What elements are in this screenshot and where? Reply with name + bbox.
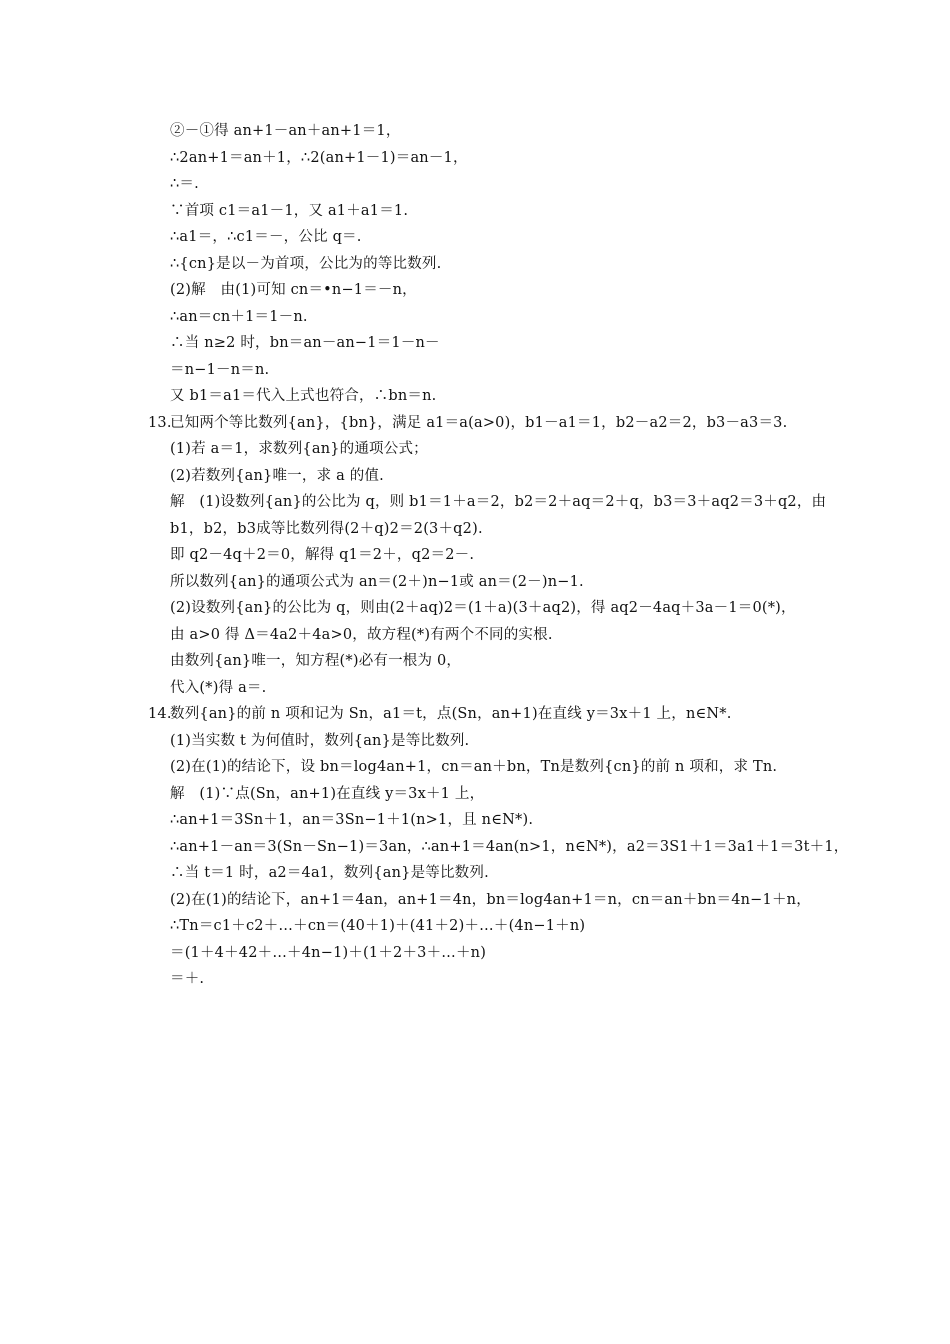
text-line — [148, 569, 828, 596]
text-line — [148, 198, 828, 225]
text-line — [148, 940, 828, 967]
text-line — [148, 622, 828, 649]
text-line — [148, 277, 828, 304]
text-line — [148, 834, 849, 861]
line-text: ∴an+1－an＝3(Sn－Sn−1)＝3an，∴an+1＝4an(n>1，n∈N*)，a2＝3S1＋1＝3a1＋1＝3t＋1， — [170, 838, 849, 855]
text-line — [148, 251, 828, 278]
line-text: (1)当实数 t 为何值时，数列{an}是等比数列. — [170, 732, 470, 749]
line-text: (1)若 a＝1，求数列{an}的通项公式； — [170, 441, 428, 457]
text-line — [148, 145, 828, 172]
text-line — [148, 118, 828, 145]
line-text: 代入(*)得 a＝. — [170, 679, 267, 696]
line-text: b1，b2，b3成等比数列得(2＋q)2＝2(3＋q2). — [170, 520, 483, 537]
text-line — [148, 781, 828, 808]
line-text: ＝(1＋4＋42＋…＋4n−1)＋(1＋2＋3＋…＋n) — [170, 944, 487, 961]
text-line — [148, 516, 828, 543]
text-line — [148, 463, 828, 490]
problem-number: 14. — [148, 706, 172, 722]
line-text: ∵首项 c1＝a1－1，又 a1＋a1＝1. — [170, 202, 409, 219]
line-text: ＝＋. — [170, 971, 205, 987]
line-text: 由数列{an}唯一，知方程(*)必有一根为 0， — [170, 653, 462, 669]
line-text: ②－①得 an+1－an＋an+1＝1， — [170, 123, 401, 139]
line-text: 由 a>0 得 Δ＝4a2＋4a>0，故方程(*)有两个不同的实根. — [170, 626, 553, 643]
line-text: 所以数列{an}的通项公式为 an＝(2＋)n−1或 an＝(2－)n−1. — [170, 573, 584, 590]
line-text: 又 b1＝a1＝代入上式也符合，∴bn＝n. — [170, 388, 437, 404]
line-text: ∴当 n≥2 时，bn＝an－an−1＝1－n－ — [170, 335, 440, 351]
text-line — [148, 966, 828, 993]
line-text: ∴当 t＝1 时，a2＝4a1，数列{an}是等比数列. — [170, 865, 489, 881]
text-line — [148, 489, 828, 516]
text-line — [148, 595, 828, 622]
text-line — [148, 675, 828, 702]
problem-statement — [148, 701, 828, 728]
line-text: ∴an＝cn＋1＝1－n. — [170, 308, 308, 325]
problem-number: 13. — [148, 414, 172, 431]
line-text: (2)设数列{an}的公比为 q，则由(2＋aq)2＝(1＋a)(3＋aq2)，得 aq2－4aq＋3a－1＝0(*)， — [170, 600, 796, 616]
line-text: 数列{an}的前 n 项和记为 Sn，a1＝t，点(Sn，an+1)在直线 y＝3x＋1 上，n∈N*. — [170, 706, 732, 722]
line-text: ∴2an+1＝an＋1，∴2(an+1－1)＝an－1， — [170, 149, 468, 166]
line-text: (2)解 由(1)可知 cn＝•n−1＝－n， — [170, 282, 417, 298]
text-line — [148, 887, 828, 914]
line-text: ∴{cn}是以－为首项，公比为的等比数列. — [170, 255, 442, 272]
solution-text — [148, 118, 849, 993]
text-line — [148, 383, 828, 410]
line-text: 已知两个等比数列{an}，{bn}，满足 a1＝a(a>0)，b1－a1＝1，b2－a2＝2，b3－a3＝3. — [170, 414, 788, 431]
line-text: 即 q2－4q＋2＝0，解得 q1＝2＋，q2＝2－. — [170, 547, 475, 563]
text-line — [148, 542, 828, 569]
line-text: 解 (1)∵点(Sn，an+1)在直线 y＝3x＋1 上， — [170, 785, 485, 802]
line-text: 解 (1)设数列{an}的公比为 q，则 b1＝1＋a＝2，b2＝2＋aq＝2＋q，b3＝3＋aq2＝3＋q2，由 — [170, 494, 827, 510]
text-line — [148, 436, 828, 463]
text-line — [148, 224, 828, 251]
problem-statement — [148, 410, 828, 437]
line-text: ∴an+1＝3Sn＋1，an＝3Sn−1＋1(n>1，且 n∈N*). — [170, 812, 534, 828]
line-text: ∴＝. — [170, 176, 199, 192]
line-text: ＝n−1－n＝n. — [170, 361, 270, 378]
text-line — [148, 860, 828, 887]
text-line — [148, 357, 828, 384]
line-text: (2)在(1)的结论下，an+1＝4an，an+1＝4n，bn＝log4an+1＝n，cn＝an＋bn＝4n−1＋n， — [170, 891, 811, 908]
line-text: ∴Tn＝c1＋c2＋…＋cn＝(40＋1)＋(41＋2)＋…＋(4n−1＋n) — [170, 918, 586, 934]
text-line — [148, 171, 828, 198]
text-line — [148, 648, 828, 675]
text-line — [148, 728, 828, 755]
text-line — [148, 754, 828, 781]
text-line — [148, 330, 828, 357]
text-line — [148, 304, 828, 331]
line-text: (2)在(1)的结论下，设 bn＝log4an+1，cn＝an＋bn，Tn是数列{cn}的前 n 项和，求 Tn. — [170, 759, 778, 775]
line-text: (2)若数列{an}唯一，求 a 的值. — [170, 467, 384, 484]
line-text: ∴a1＝，∴c1＝－，公比 q＝. — [170, 229, 362, 245]
text-line — [148, 913, 828, 940]
text-line — [148, 807, 828, 834]
